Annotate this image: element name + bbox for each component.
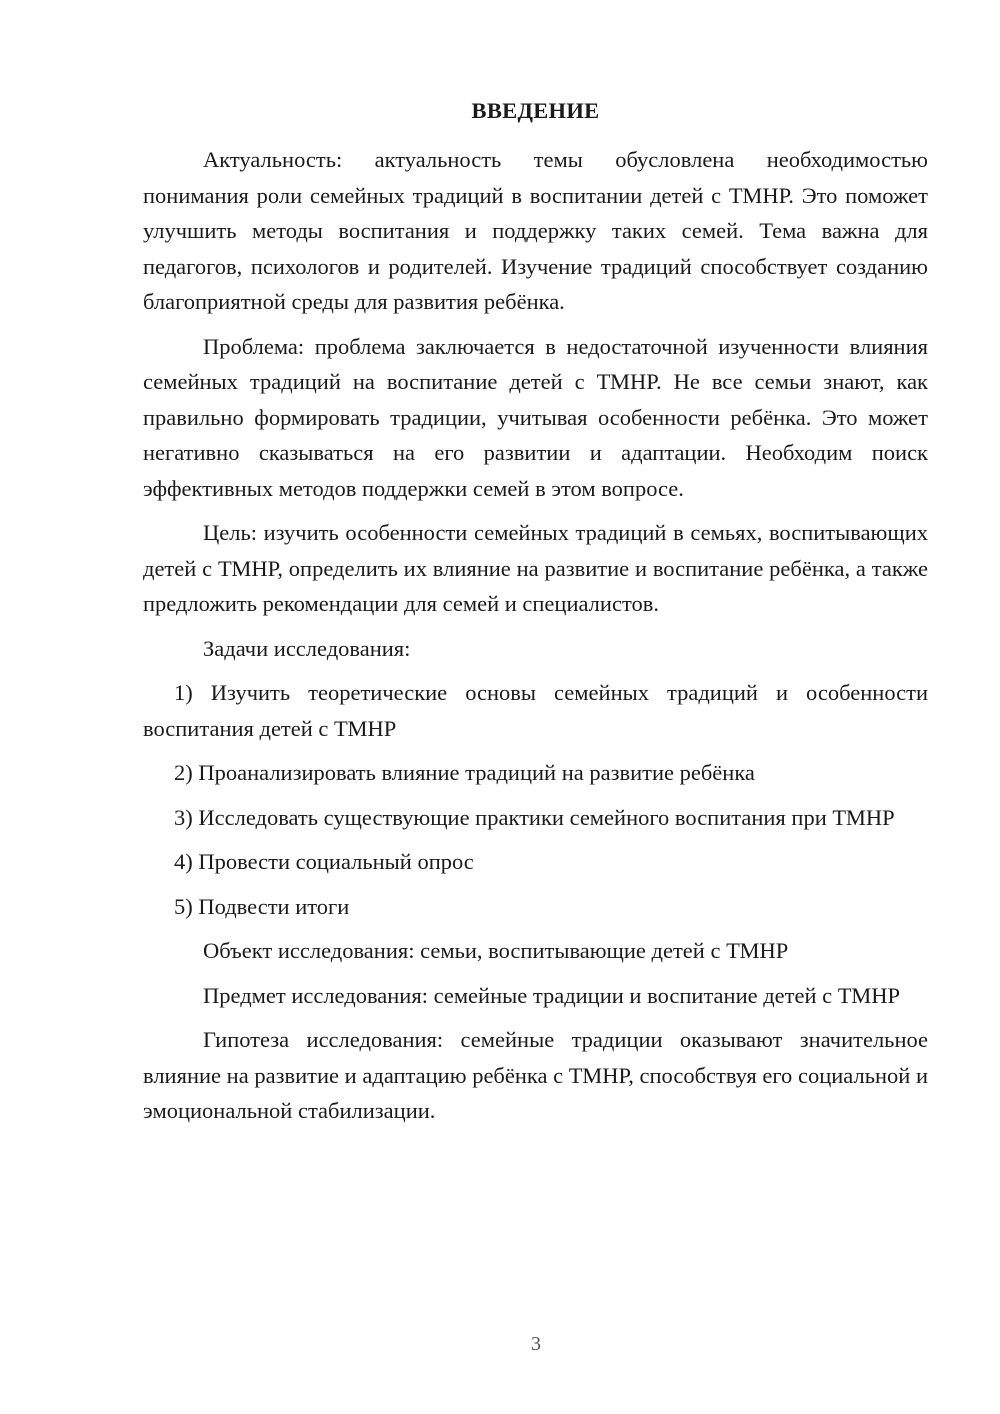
task-item: 3) Исследовать существующие практики семейного воспитания при ТМНР (174, 804, 895, 830)
page-number: 3 (531, 1333, 541, 1355)
object-paragraph: Объект исследования: семьи, воспитывающие детей с ТМНР (203, 938, 789, 963)
tasks-heading: Задачи исследования: (203, 635, 411, 661)
task-item: 4) Провести социальный опрос (174, 849, 474, 874)
hypothesis-paragraph: Гипотеза исследования: семейные традиции оказывают значительное влияние на развитие и адаптацию ребёнка с ТМНР, способствуя его социальной и эмоциональной стабилизации. (143, 1027, 928, 1123)
goal-paragraph: Цель: изучить особенности семейных традиций в семьях, воспитывающих детей с ТМНР, определить их влияние на развитие и воспитание ребёнка, а также предложить рекомендации для семей и специалистов. (143, 520, 928, 616)
task-item: 1) Изучить теоретические основы семейных традиций и особенности воспитания детей с ТМНР (143, 680, 928, 741)
section-heading: ВВЕДЕНИЕ (471, 98, 600, 123)
task-item: 5) Подвести итоги (174, 893, 350, 919)
subject-paragraph: Предмет исследования: семейные традиции и воспитание детей с ТМНР (203, 982, 900, 1008)
relevance-paragraph: Актуальность: актуальность темы обусловлена необходимостью понимания роли семейных традиций в воспитании детей с ТМНР. Это поможет улучшить методы воспитания и поддержку таких семей. Тема важна для педагогов, психологов и родителей. Изучение традиций способствует созданию благоприятной среды для развития ребёнка. (143, 147, 928, 314)
problem-paragraph: Проблема: проблема заключается в недостаточной изученности влияния семейных традиций на воспитание детей с ТМНР. Не все семьи знают, как правильно формировать традиции, учитывая особенности ребёнка. Это может негативно сказываться на его развитии и адаптации. Необходим поиск эффективных методов поддержки семей в этом вопросе. (143, 333, 928, 501)
task-item: 2) Проанализировать влияние традиций на развитие ребёнка (174, 760, 755, 785)
document-page (143, 96, 928, 1138)
